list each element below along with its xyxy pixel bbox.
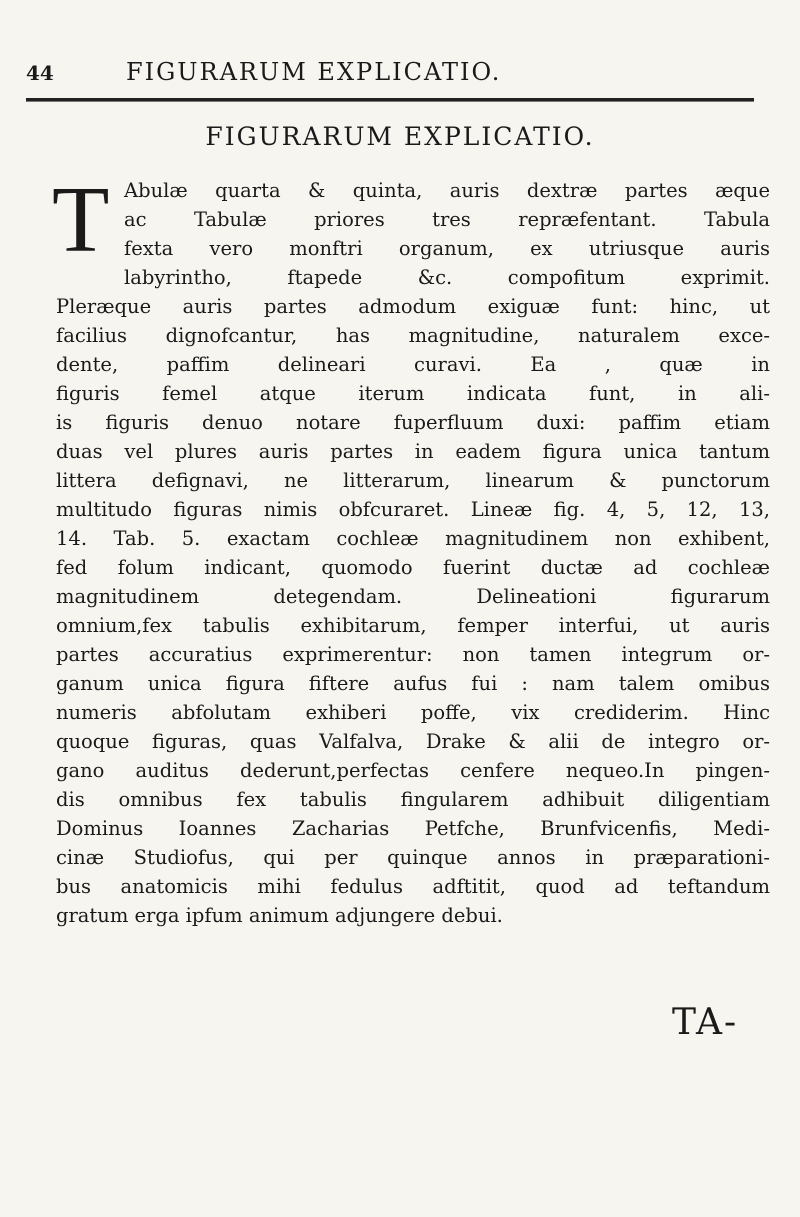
text-line: 14. Tab. 5. exactam cochleæ magnitudinem non exhibent,: [56, 527, 770, 550]
text-line: figuris femel atque iterum indicata funt, in ali-: [56, 382, 770, 405]
running-head: FIGURARUM EXPLICATIO.: [126, 58, 502, 86]
text-line: Dominus Ioannes Zacharias Petfche, Brunfvicenfis, Medi-: [56, 817, 770, 840]
text-line: littera defignavi, ne litterarum, linearum & punctorum: [56, 469, 770, 492]
body-text: [52, 168, 770, 930]
text-line: dente, paffim delineari curavi. Ea , quæ in: [56, 353, 770, 376]
text-line: dis omnibus fex tabulis fingularem adhibuit diligentiam: [56, 788, 770, 811]
section-title: FIGURARUM EXPLICATIO.: [205, 122, 595, 151]
text-line: ganum unica figura fiftere aufus fui : nam talem omibus: [56, 672, 770, 695]
text-line: duas vel plures auris partes in eadem figura unica tantum: [56, 440, 770, 463]
text-line: gratum erga ipfum animum adjungere debui.: [56, 904, 503, 927]
text-line: omnium,fex tabulis exhibitarum, femper interfui, ut auris: [56, 614, 770, 637]
text-line: ac Tabulæ priores tres repræfentant. Tabula: [124, 208, 770, 231]
text-line: multitudo figuras nimis obfcuraret. Lineæ fig. 4, 5, 12, 13,: [56, 498, 770, 521]
text-line: bus anatomicis mihi fedulus adftitit, quod ad teftandum: [56, 875, 770, 898]
text-line: Pleræque auris partes admodum exiguæ funt: hinc, ut: [56, 295, 770, 318]
text-line: is figuris denuo notare fuperfluum duxi: paffim etiam: [56, 411, 770, 434]
text-line: facilius dignofcantur, has magnitudine, naturalem exce-: [56, 324, 770, 347]
text-line: fexta vero monftri organum, ex utriusque auris: [124, 237, 770, 260]
text-line: numeris abfolutam exhiberi poffe, vix crediderim. Hinc: [56, 701, 770, 724]
catchword: TA-: [672, 1002, 739, 1043]
text-line: gano auditus dederunt,perfectas cenfere nequeo.In pingen-: [56, 759, 770, 782]
text-line: partes accuratius exprimerentur: non tamen integrum or-: [56, 643, 770, 666]
page-header: [26, 58, 756, 86]
text-line: Abulæ quarta & quinta, auris dextræ partes æque: [124, 179, 770, 202]
header-rule: [26, 98, 754, 102]
text-line: cinæ Studiofus, qui per quinque annos in præparationi-: [56, 846, 770, 869]
text-line: quoque figuras, quas Valfalva, Drake & alii de integro or-: [56, 730, 770, 753]
text-line: fed folum indicant, quomodo fuerint ductæ ad cochleæ: [56, 556, 770, 579]
text-line: magnitudinem detegendam. Delineationi figurarum: [56, 585, 770, 608]
page-number: 44: [26, 61, 54, 85]
text-line: labyrintho, ftapede &c. compofitum exprimit.: [124, 266, 770, 289]
drop-cap: T: [52, 168, 110, 272]
